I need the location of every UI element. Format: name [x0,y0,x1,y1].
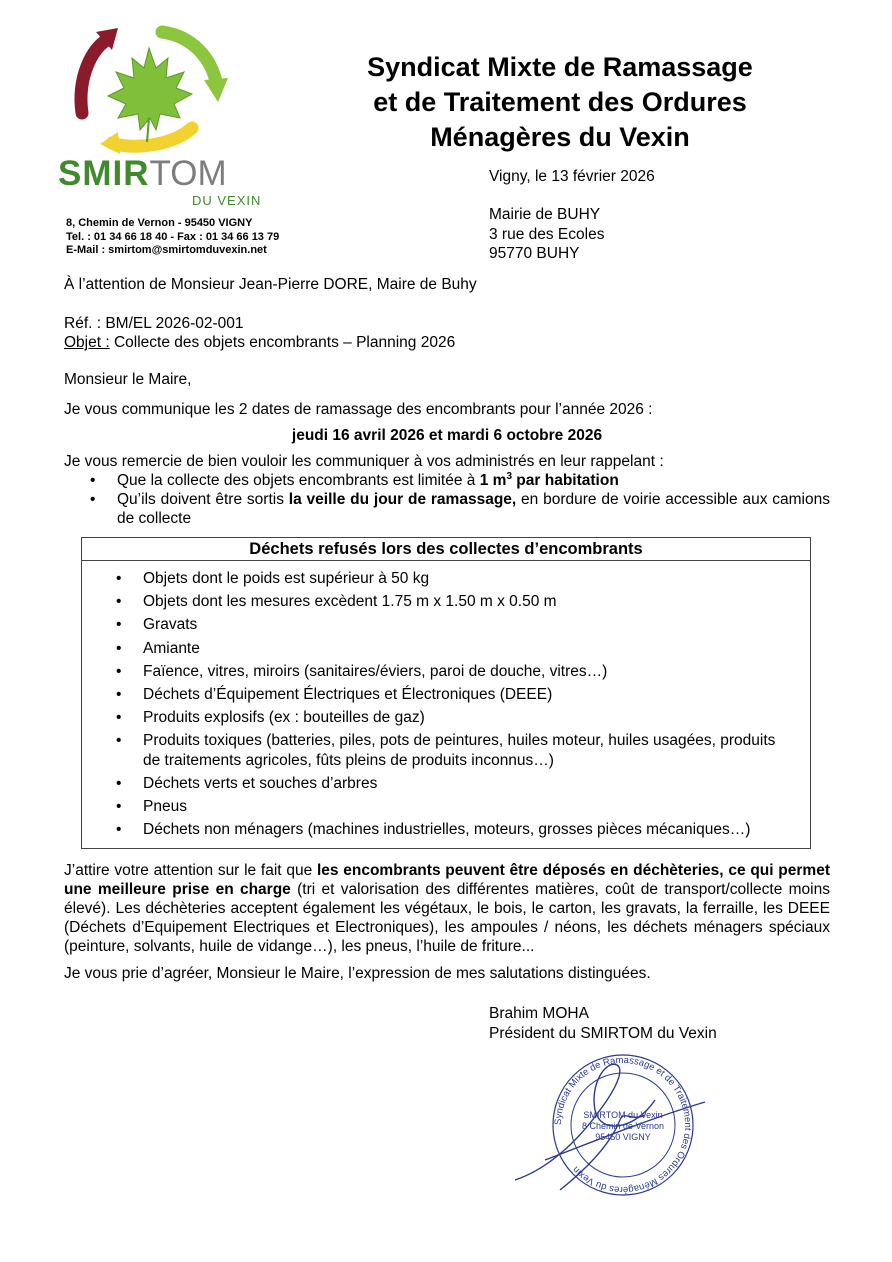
maple-leaf-icon [108,48,192,142]
reminder-limit-exponent: 3 [506,470,512,482]
official-stamp [505,1050,715,1200]
recipient-address [489,205,604,264]
subject-label: Objet : [64,334,110,351]
sender-phone: Tel. : 01 34 66 18 40 - Fax : 01 34 66 13 79 [66,230,280,243]
refused-waste-title: Déchets refusés lors des collectes d’encombrants [82,538,810,561]
list-item: • Faïence, vitres, miroirs (sanitaires/éviers, paroi de douche, vitres…) [116,662,796,682]
org-title-line2: et de Traitement des Ordures [373,87,747,117]
signer-block [489,1004,717,1043]
list-item: • Objets dont le poids est supérieur à 50 kg [116,569,796,589]
dechetterie-paragraph [64,861,830,956]
sender-email: E-Mail : smirtom@smirtomduvexin.net [66,244,267,256]
list-item: • Gravats [116,615,796,635]
subject-line [64,333,455,352]
reminder-limit-volume: 1 m [479,472,507,489]
closing-formula: Je vous prie d’agréer, Monsieur le Maire, l’expression de mes salutations distinguées. [64,965,651,982]
list-item: • Produits toxiques (batteries, piles, pots de peintures, huiles moteur, huiles usagées, produits de traitements agricoles, fûts pleins de produits inconnus…) [116,731,796,770]
dechetterie-text-a: J’attire votre attention sur le fait que [64,862,317,879]
org-title-line1: Syndicat Mixte de Ramassage [367,52,753,82]
dechetterie-text-bold: les encombrants peuvent être déposés en déchèteries, ce qui permet une meilleure prise en charge [64,862,830,898]
list-item: • Déchets verts et souches d’arbres [116,774,796,794]
reminder-limit-unit: par habitation [512,472,619,489]
reference-number: Réf. : BM/EL 2026-02-001 [64,315,244,332]
list-item: • Pneus [116,797,796,817]
signer-name: Brahim MOHA [489,1005,589,1022]
subject-text: Collecte des objets encombrants – Planning 2026 [109,334,456,351]
collection-dates: jeudi 16 avril 2026 et mardi 6 octobre 2026 [291,427,603,444]
reminder-timing-bold: la veille du jour de ramassage, [288,491,517,508]
reminder-limit-bold [480,472,619,489]
brand-light: TOM [149,154,227,193]
dechetterie-text-c: (tri et valorisation des différentes matières, coût de transport/collecte moins élevé). Les déchèteries acceptent également les végétaux, le bois, le carton, les gravats, la ferraille, les DEEE (Déchets d’Equipement Electriques et Electroniques), les ampoules / néons, les déchets ménagers spéciaux (peinture, solvants, huile de vidange…), les pneus, l’huile de friture... [64,881,830,955]
list-item: • Amiante [116,639,796,659]
brand-bold: SMIR [58,154,150,193]
stamp-line2: 8 Chemin de Vernon [581,1121,665,1131]
stamp-line3: 95450 VIGNY [595,1132,651,1142]
reminder-limit-text: Que la collecte des objets encombrants est limitée à [117,472,480,489]
sender-address: 8, Chemin de Vernon - 95450 VIGNY [66,217,253,229]
refused-waste-box [81,537,811,849]
signer-role: Président du SMIRTOM du Vexin [489,1024,717,1042]
reminder-item-timing [90,490,830,528]
attention-line: À l’attention de Monsieur Jean-Pierre DORE, Maire de Buhy [64,276,477,293]
intro-paragraph: Je vous communique les 2 dates de ramassage des encombrants pour l’année 2026 : [64,401,653,418]
reminder-list [90,471,830,528]
list-item: • Produits explosifs (ex : bouteilles de gaz) [116,708,796,728]
brand-wordmark [58,156,227,191]
reminder-timing-rest: en bordure de voirie accessible aux camions de collecte [117,491,830,527]
recipient-line3: 95770 BUHY [489,245,580,262]
request-paragraph: Je vous remercie de bien vouloir les communiquer à vos administrés en leur rappelant : [64,453,664,470]
stamp-line1: SMIRTOM du Vexin [583,1110,663,1120]
salutation: Monsieur le Maire, [64,371,192,388]
organization-title [330,50,790,155]
brand-subtitle: DU VEXIN [192,193,262,208]
recipient-line2: 3 rue des Ecoles [489,225,605,243]
recipient-line1: Mairie de BUHY [489,206,601,223]
org-title-line3: Ménagères du Vexin [430,122,690,152]
reminder-timing-text: Qu’ils doivent être sortis [117,491,289,508]
list-item: • Déchets non ménagers (machines industrielles, moteurs, grosses pièces mécaniques…) [116,820,796,840]
sender-block [66,217,279,258]
place-date: Vigny, le 13 février 2026 [489,168,655,185]
reference-block [64,314,455,352]
refused-waste-list [116,569,796,844]
list-item: • Objets dont les mesures excèdent 1.75 m x 1.50 m x 0.50 m [116,592,796,612]
reminder-item-limit [90,471,830,490]
stamp-ring-text: Syndicat Mixte de Ramassage et de Traitement des Ordures Ménagères du Vexin [552,1054,694,1196]
list-item: • Déchets d’Équipement Électriques et Électroniques (DEEE) [116,685,796,705]
